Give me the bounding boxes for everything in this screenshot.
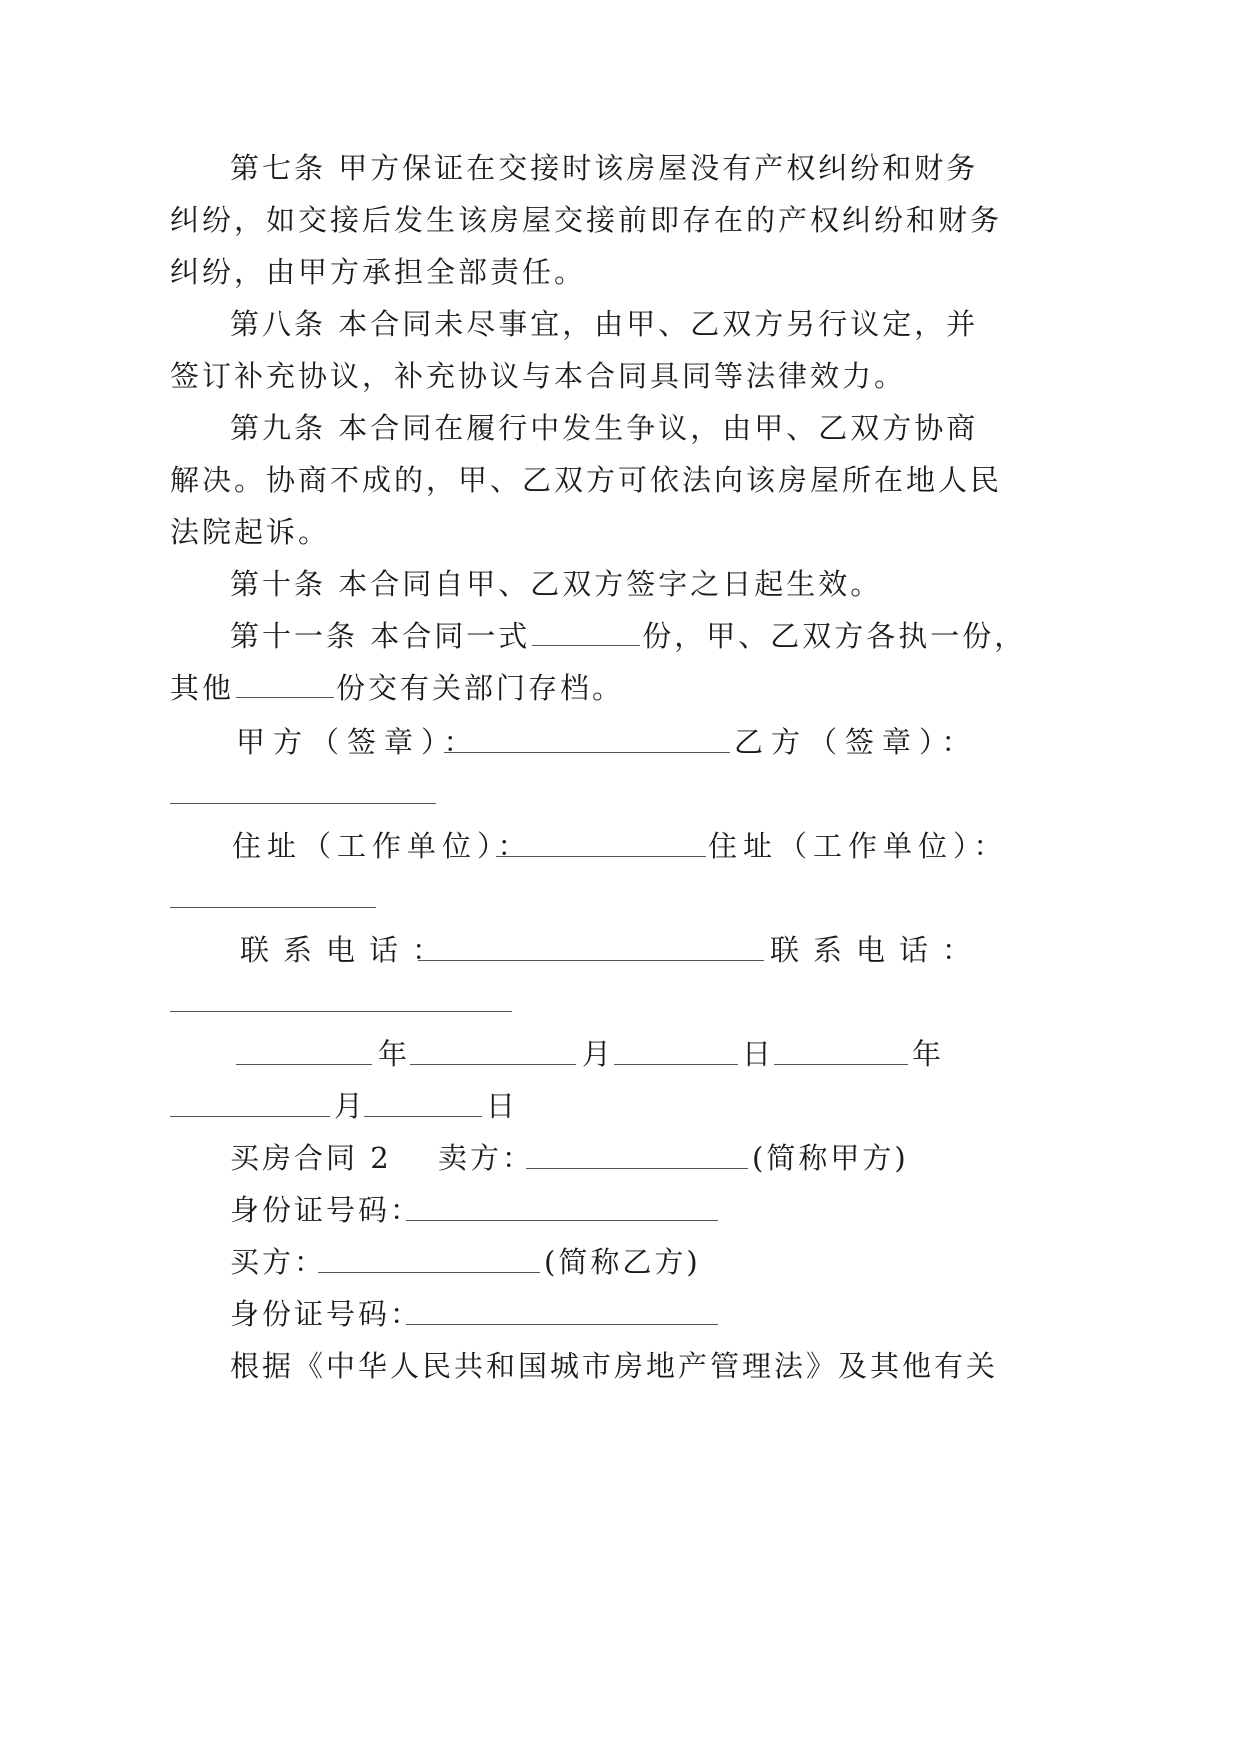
party-a-phone-blank[interactable] xyxy=(418,960,764,961)
clause-8-line-2: 签订补充协议，补充协议与本合同具同等法律效力。 xyxy=(170,359,907,393)
party-b-month-label: 月 xyxy=(334,1089,367,1123)
clause-9-line-1: 第九条 本合同在履行中发生争议，由甲、乙双方协商 xyxy=(230,411,979,445)
buyer-note: (简称乙方) xyxy=(544,1245,701,1279)
party-b-phone-blank[interactable] xyxy=(170,1011,512,1012)
party-b-address-blank[interactable] xyxy=(170,907,376,908)
clause-11-line-1 xyxy=(230,616,1026,656)
party-a-address-blank[interactable] xyxy=(496,856,706,857)
party-a-month-label: 月 xyxy=(582,1037,615,1071)
party-a-year-blank[interactable] xyxy=(236,1064,372,1065)
party-b-address-label: 住址（工作单位）： xyxy=(708,829,1009,863)
copies-total-blank[interactable] xyxy=(532,619,640,646)
clause-7-line-2: 纠纷，如交接后发生该房屋交接前即存在的产权纠纷和财务 xyxy=(170,203,1003,237)
clause-10-line: 第十条 本合同自甲、乙双方签字之日起生效。 xyxy=(230,567,883,601)
clause-8-line-1: 第八条 本合同未尽事宜，由甲、乙双方另行议定，并 xyxy=(230,307,979,341)
clause-11-line-2 xyxy=(170,668,624,708)
party-a-month-blank[interactable] xyxy=(410,1064,576,1065)
clause-9-line-3: 法院起诉。 xyxy=(170,515,331,549)
party-b-year-label: 年 xyxy=(912,1037,945,1071)
party-b-month-blank[interactable] xyxy=(170,1116,330,1117)
buyer-id-label: 身份证号码： xyxy=(230,1297,423,1331)
seller-id-blank[interactable] xyxy=(406,1220,718,1221)
clause-9-line-2: 解决。协商不成的，甲、乙双方可依法向该房屋所在地人民 xyxy=(170,463,1003,497)
legal-basis-line: 根据《中华人民共和国城市房地产管理法》及其他有关 xyxy=(230,1349,999,1383)
seller-label: 卖方： xyxy=(438,1141,535,1175)
party-a-year-label: 年 xyxy=(378,1037,411,1071)
party-a-address-label: 住址（工作单位）： xyxy=(232,829,533,863)
contract-2-heading: 买房合同 2 xyxy=(230,1141,392,1175)
clause-7-line-1: 第七条 甲方保证在交接时该房屋没有产权纠纷和财务 xyxy=(230,151,979,185)
party-b-phone-label: 联系电话： xyxy=(770,933,986,967)
party-b-year-blank[interactable] xyxy=(774,1064,908,1065)
clause-11-text-c: 其他 xyxy=(170,671,235,705)
party-b-sign-blank[interactable] xyxy=(170,803,436,804)
clause-11-text-d: 份交有关部门存档。 xyxy=(336,671,625,705)
seller-id-label: 身份证号码： xyxy=(230,1193,423,1227)
party-b-day-label: 日 xyxy=(486,1089,519,1123)
party-a-phone-label: 联系电话： xyxy=(240,933,456,967)
copies-archive-blank[interactable] xyxy=(236,671,334,698)
clause-11-text-a: 第十一条 本合同一式 xyxy=(230,619,531,653)
buyer-name-blank[interactable] xyxy=(318,1272,540,1273)
party-b-day-blank[interactable] xyxy=(364,1116,482,1117)
clause-11-text-b: 份，甲、乙双方各执一份， xyxy=(642,619,1027,653)
seller-name-blank[interactable] xyxy=(526,1168,748,1169)
buyer-id-blank[interactable] xyxy=(406,1324,718,1325)
party-a-day-blank[interactable] xyxy=(614,1064,738,1065)
buyer-label: 买方： xyxy=(230,1245,327,1279)
clause-7-line-3: 纠纷，由甲方承担全部责任。 xyxy=(170,255,587,289)
party-b-sign-label: 乙方（签章）： xyxy=(734,725,979,759)
party-a-sign-label: 甲方（签章）： xyxy=(236,725,481,759)
party-a-day-label: 日 xyxy=(742,1037,775,1071)
party-a-sign-blank[interactable] xyxy=(444,752,730,753)
seller-note: (简称甲方) xyxy=(752,1141,909,1175)
